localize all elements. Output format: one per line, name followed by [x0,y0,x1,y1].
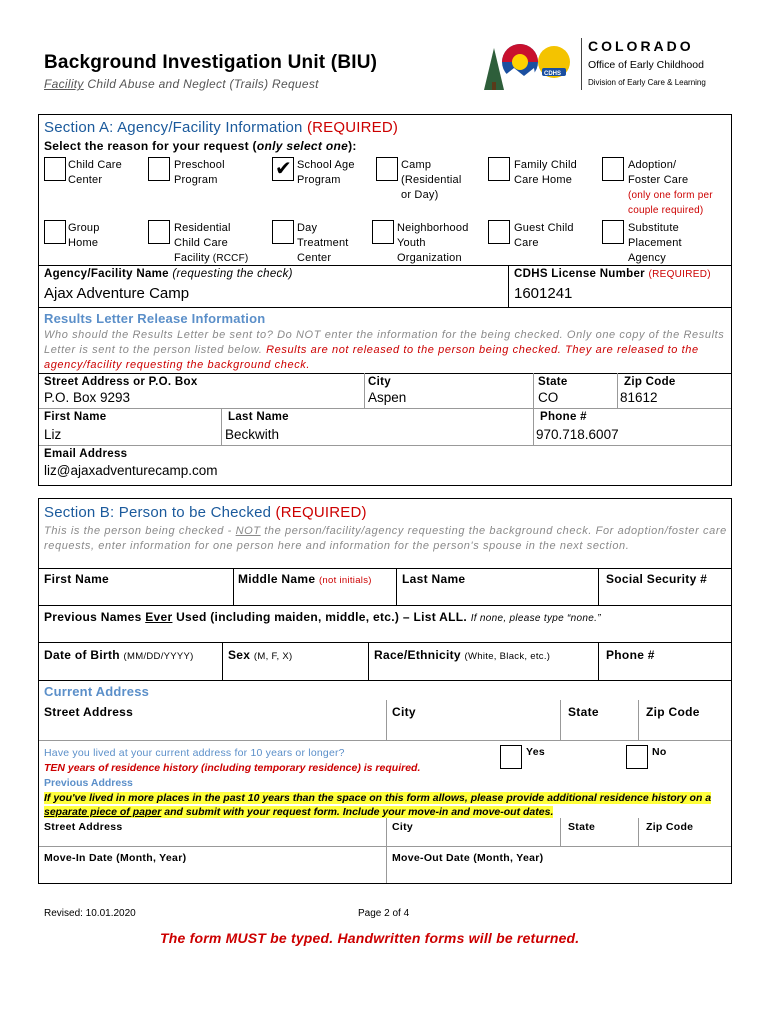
cur-street-label: Street Address [44,705,134,719]
last-name-field[interactable]: Beckwith [225,427,280,442]
option-family-child-care-home: Family Child Care Home [514,159,577,186]
divider [598,568,599,605]
logo-office: Office of Early Childhood [588,59,704,71]
cur-zip-label: Zip Code [646,705,700,719]
option-day-treatment-center: Day Treatment Center [297,222,349,264]
checkbox-residential-child-care[interactable] [148,220,170,244]
checkbox-neighborhood-youth[interactable] [372,220,394,244]
divider [39,740,731,741]
section-b-title: Section B: Person to be Checked (REQUIRED) [44,504,367,521]
checkbox-day-treatment-center[interactable] [272,220,294,244]
divider [617,373,618,408]
move-out-label: Move-Out Date (Month, Year) [392,852,544,864]
b-first-name-label: First Name [44,572,110,586]
option-residential-child-care: Residential Child Care Facility (RCCF) [174,222,249,264]
revised-date: Revised: 10.01.2020 [44,908,136,919]
option-preschool-program: Preschool Program [174,159,225,186]
city-label: City [368,376,391,388]
logo-state: COLORADO [588,38,694,54]
divider [533,408,534,445]
typed-warning: The form MUST be typed. Handwritten forms will be returned. [160,930,580,946]
prev-street-label: Street Address [44,821,123,833]
checkbox-yes[interactable] [500,745,522,769]
form-subtitle: Facility Child Abuse and Neglect (Trails) Request [44,77,319,91]
divider [598,642,599,680]
checkbox-preschool-program[interactable] [148,157,170,181]
prev-zip-label: Zip Code [646,821,694,833]
agency-name-field[interactable]: Ajax Adventure Camp [44,285,190,302]
section-a-title: Section A: Agency/Facility Information (REQUIRED) [44,119,399,136]
divider [396,568,397,605]
divider [638,700,639,740]
option-substitute-placement: Substitute Placement Agency [628,222,682,264]
divider [39,568,731,569]
dob-label: Date of Birth (MM/DD/YYYY) [44,648,194,662]
b-phone-label: Phone # [606,648,655,662]
checkbox-group-home[interactable] [44,220,66,244]
state-field[interactable]: CO [538,390,559,405]
previous-address-title: Previous Address [44,777,133,789]
option-neighborhood-youth: Neighborhood Youth Organization [397,222,469,264]
divider [533,373,534,408]
checkbox-no[interactable] [626,745,648,769]
street-field[interactable]: P.O. Box 9293 [44,390,131,405]
ten-years-note: TEN years of residence history (including temporary residence) is required. [44,762,421,774]
page-number: Page 2 of 4 [358,908,410,919]
cur-city-label: City [392,705,416,719]
results-letter-text: Who should the Results Letter be sent to? Do NOT enter the information for the being checked. Only one copy of the Results Letter is sent to the person listed below. Results are not released to the person being checked. They are released to the agency/facility requesting the background check. [44,329,725,371]
additional-residence-note: If you've lived in more places in the past 10 years than the space on this form allows, please provide additional residence history on a separate piece of paper and submit with your request form. Include your move-in and move-out dates. [44,792,712,818]
yes-label: Yes [526,746,546,758]
results-letter-title: Results Letter Release Information [44,311,266,326]
logo-divider [581,38,582,90]
divider [560,818,561,846]
b-ssn-label: Social Security # [606,572,708,586]
lived-question: Have you lived at your current address for 10 years or longer? [44,747,345,759]
divider [386,846,387,883]
last-name-label: Last Name [228,411,289,423]
previous-names-label: Previous Names Ever Used (including maiden, middle, etc.) – List ALL. If none, please type “none.” [44,610,601,624]
divider [39,408,731,409]
divider [368,642,369,680]
colorado-logo [478,38,728,94]
divider [364,373,365,408]
divider [221,408,222,445]
divider [39,373,731,374]
select-reason-label: Select the reason for your request (only select one): [44,139,357,153]
license-field[interactable]: 1601241 [514,285,573,302]
checkbox-school-age-program[interactable] [272,157,294,181]
divider [222,642,223,680]
divider [39,265,731,266]
zip-label: Zip Code [624,376,676,388]
checkbox-family-child-care-home[interactable] [488,157,510,181]
checkbox-adoption-foster-care[interactable] [602,157,624,181]
current-address-title: Current Address [44,684,150,699]
cur-state-label: State [568,705,599,719]
phone-field[interactable]: 970.718.6007 [536,427,619,442]
agency-name-label: Agency/Facility Name (requesting the check) [44,268,293,280]
b-middle-name-label: Middle Name (not initials) [238,572,372,586]
first-name-field[interactable]: Liz [44,427,62,442]
sex-label: Sex (M, F, X) [228,648,293,662]
option-school-age-program: School Age Program [297,159,355,186]
divider [386,700,387,740]
checkbox-child-care-center[interactable] [44,157,66,181]
race-label: Race/Ethnicity (White, Black, etc.) [374,648,551,662]
option-child-care-center: Child Care Center [68,159,122,186]
divider [39,445,731,446]
city-field[interactable]: Aspen [368,390,407,405]
option-group-home: Group Home [68,222,100,249]
checkbox-camp[interactable] [376,157,398,181]
license-label: CDHS License Number (REQUIRED) [514,268,711,280]
option-guest-child-care: Guest Child Care [514,222,574,249]
form-title: Background Investigation Unit (BIU) [44,52,378,73]
divider [39,642,731,643]
no-label: No [652,746,667,758]
move-in-label: Move-In Date (Month, Year) [44,852,187,864]
cdhs-badge-text: CDHS [544,71,562,77]
street-label: Street Address or P.O. Box [44,376,198,388]
divider [233,568,234,605]
option-adoption-foster-care: Adoption/ Foster Care (only one form per couple required) [628,159,713,216]
divider [560,700,561,740]
section-b-intro: This is the person being checked - NOT the person/facility/agency requesting the background check. For adoption/foster care requests, enter information for one person here and information for the person's spouse in the next section. [44,525,727,552]
email-field[interactable]: liz@ajaxadventurecamp.com [44,463,218,478]
logo-division: Division of Early Care & Learning [588,78,706,87]
check-mark-icon: ✔ [275,158,292,180]
divider [39,605,731,606]
option-camp: Camp (Residential or Day) [401,159,462,201]
email-label: Email Address [44,448,128,460]
divider [508,265,509,307]
divider [39,307,731,308]
checkbox-guest-child-care[interactable] [488,220,510,244]
divider [638,818,639,846]
checkbox-substitute-placement[interactable] [602,220,624,244]
prev-city-label: City [392,821,414,833]
phone-label: Phone # [540,411,587,423]
prev-state-label: State [568,821,596,833]
divider [39,846,731,847]
first-name-label: First Name [44,411,107,423]
b-last-name-label: Last Name [402,572,466,586]
colorado-flag-icon [478,40,578,90]
zip-field[interactable]: 81612 [620,390,658,405]
state-label: State [538,376,568,388]
divider [386,818,387,846]
divider [39,680,731,681]
